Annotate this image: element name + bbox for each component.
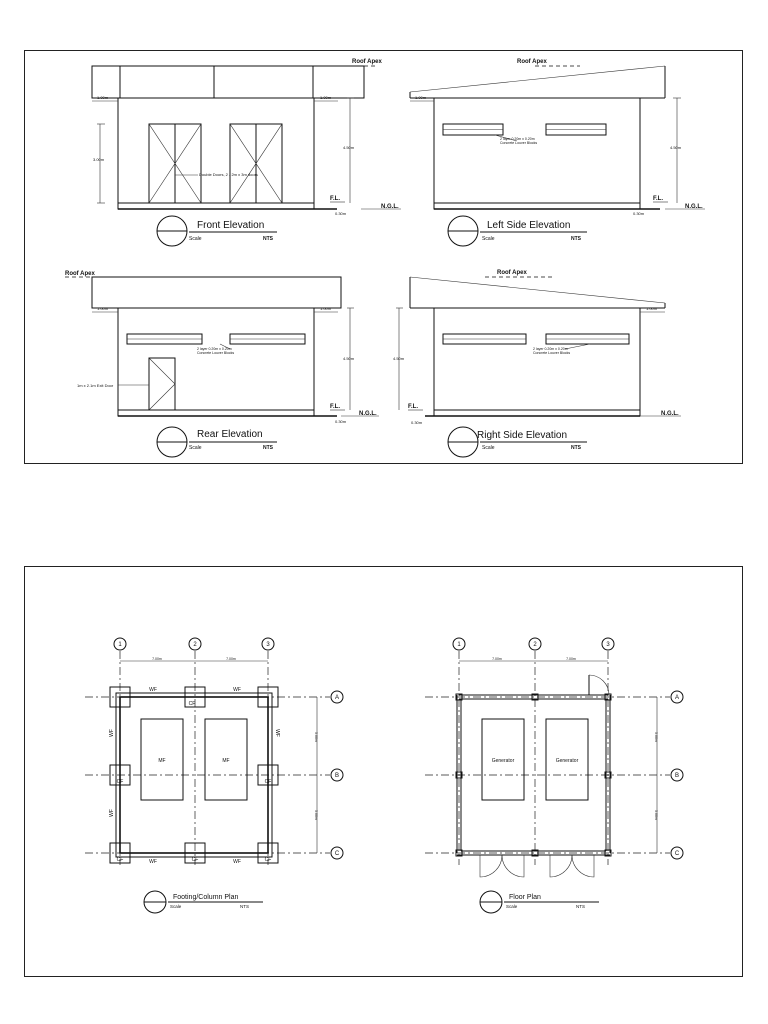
dim-height-right: 4.50m	[393, 356, 405, 361]
footing-column-plan	[85, 638, 343, 913]
fl-label-left: F.L.	[653, 196, 663, 202]
generator-label-2: Generator	[555, 758, 579, 764]
scale-value-floor: NTS	[576, 904, 585, 909]
left-side-elevation	[410, 59, 705, 246]
dim-door-height: 3.00m	[93, 157, 105, 162]
footing-plan-title: Footing/Column Plan	[173, 894, 239, 901]
grid-bubble-1-floor: 1	[457, 642, 461, 648]
dim-height-front: 4.50m	[343, 145, 355, 150]
fl-label-front: F.L.	[330, 196, 340, 202]
front-door-note: Double Doors, 2 - 2m x 3m doors	[199, 172, 258, 177]
grid-bubble-2-floor: 2	[533, 642, 537, 648]
scale-label-floor: Scale	[506, 904, 518, 909]
grid-bubble-c-floor: C	[674, 851, 680, 857]
grid-bubble-a: A	[334, 695, 340, 701]
dim-height-rear: 4.50m	[343, 356, 355, 361]
scale-label-footing: Scale	[170, 904, 182, 909]
floor-plan	[425, 638, 683, 913]
dim-height-left: 4.50m	[670, 145, 682, 150]
grid-bubble-b: B	[334, 773, 340, 779]
scale-value-left: NTS	[571, 236, 581, 242]
grid-bubble-2: 2	[193, 642, 197, 648]
mf-label-2: MF	[222, 758, 230, 764]
dim-overhang-left-side: 1.00m	[415, 95, 427, 100]
wf-label-left-1: WF	[109, 729, 115, 737]
elevations-sheet	[24, 50, 743, 464]
scale-value-right: NTS	[571, 445, 581, 451]
louver-note-left-1: 2 layer 0.20m x 0.20m	[500, 137, 535, 141]
rear-elevation	[65, 271, 379, 457]
wf-label-bottom-1: WF	[149, 859, 157, 865]
dim-row-2: 5.00m	[314, 810, 318, 820]
grid-bubble-3: 3	[266, 642, 270, 648]
left-elevation-title: Left Side Elevation	[487, 220, 571, 231]
dim-row-1: 5.00m	[314, 732, 318, 742]
plans-sheet	[24, 566, 743, 977]
cf-label-c3: CF	[264, 857, 272, 863]
cf-label-a2: CF	[188, 701, 196, 707]
wf-label-right-1: WF	[274, 729, 280, 737]
dim-overhang-right-side: 1.00m	[646, 306, 658, 311]
dim-bay-1-floor: 7.00m	[492, 657, 502, 661]
scale-label-left: Scale	[482, 236, 495, 242]
dim-bay-2: 7.00m	[226, 657, 236, 661]
ngl-label-right: N.G.L.	[661, 411, 679, 417]
wf-label-bottom-2: WF	[233, 859, 241, 865]
front-elevation-title: Front Elevation	[197, 220, 265, 231]
right-elevation-title: Right Side Elevation	[477, 430, 568, 441]
dim-bay-1: 7.00m	[152, 657, 162, 661]
dim-row-1-floor: 5.00m	[654, 732, 658, 742]
grid-bubble-a-floor: A	[674, 695, 680, 701]
scale-value-front: NTS	[263, 236, 273, 242]
mf-label-1: MF	[158, 758, 166, 764]
cf-label-b1: CF	[116, 779, 124, 785]
ngl-label-front: N.G.L.	[381, 204, 399, 210]
front-elevation	[92, 59, 401, 246]
scale-label-right: Scale	[482, 445, 495, 451]
dim-row-2-floor: 5.00m	[654, 810, 658, 820]
wf-label-top-2: WF	[233, 687, 241, 693]
roof-apex-label-rear: Roof Apex	[65, 271, 95, 277]
scale-value-rear: NTS	[263, 445, 273, 451]
dim-bay-2-floor: 7.00m	[566, 657, 576, 661]
roof-apex-label-left: Roof Apex	[517, 59, 547, 65]
grid-bubble-3-floor: 3	[606, 642, 610, 648]
right-side-elevation	[393, 270, 681, 457]
generator-label-1: Generator	[491, 758, 515, 764]
dim-overhang-rear-right: 1.00m	[320, 306, 332, 311]
rear-door-note: 1m x 2.1m Exit Door	[77, 383, 114, 388]
roof-apex-label-right: Roof Apex	[497, 270, 527, 276]
wf-label-top-1: WF	[149, 687, 157, 693]
grid-bubble-b-floor: B	[674, 773, 680, 779]
ngl-label-left: N.G.L.	[685, 204, 703, 210]
plans-drawing	[25, 567, 744, 978]
dim-plinth-left: 0.30m	[633, 211, 645, 216]
ngl-label-rear: N.G.L.	[359, 411, 377, 417]
scale-label-rear: Scale	[189, 445, 202, 451]
dim-overhang-left: 1.00m	[97, 95, 109, 100]
dim-plinth-front: 0.30m	[335, 211, 347, 216]
grid-bubble-1: 1	[118, 642, 122, 648]
elevations-drawing	[25, 51, 744, 465]
dim-overhang-rear-left: 1.00m	[97, 306, 109, 311]
fl-label-rear: F.L.	[330, 404, 340, 410]
louver-note-right-2: Concrete Louver Blocks	[533, 351, 571, 355]
cf-label-c1: CF	[116, 857, 124, 863]
floor-plan-title: Floor Plan	[509, 894, 541, 901]
dim-plinth-right: 0.30m	[411, 420, 423, 425]
fl-label-right: F.L.	[408, 404, 418, 410]
dim-plinth-rear: 0.30m	[335, 419, 347, 424]
scale-value-footing: NTS	[240, 904, 249, 909]
scale-label-front: Scale	[189, 236, 202, 242]
cf-label-c2: CF	[191, 857, 199, 863]
grid-bubble-c: C	[334, 851, 340, 857]
louver-note-rear-2: Concrete Louver Blocks	[197, 351, 235, 355]
cf-label-b3: CF	[264, 779, 272, 785]
dim-overhang-right: 1.00m	[320, 95, 332, 100]
louver-note-rear-1: 2 layer 0.20m x 0.20m	[197, 347, 232, 351]
roof-apex-label: Roof Apex	[352, 59, 382, 65]
wf-label-left-2: WF	[109, 809, 115, 817]
louver-note-right-1: 2 layer 0.20m x 0.20m	[533, 347, 568, 351]
louver-note-left-2: Concrete Louver Blocks	[500, 141, 538, 145]
rear-elevation-title: Rear Elevation	[197, 429, 263, 440]
